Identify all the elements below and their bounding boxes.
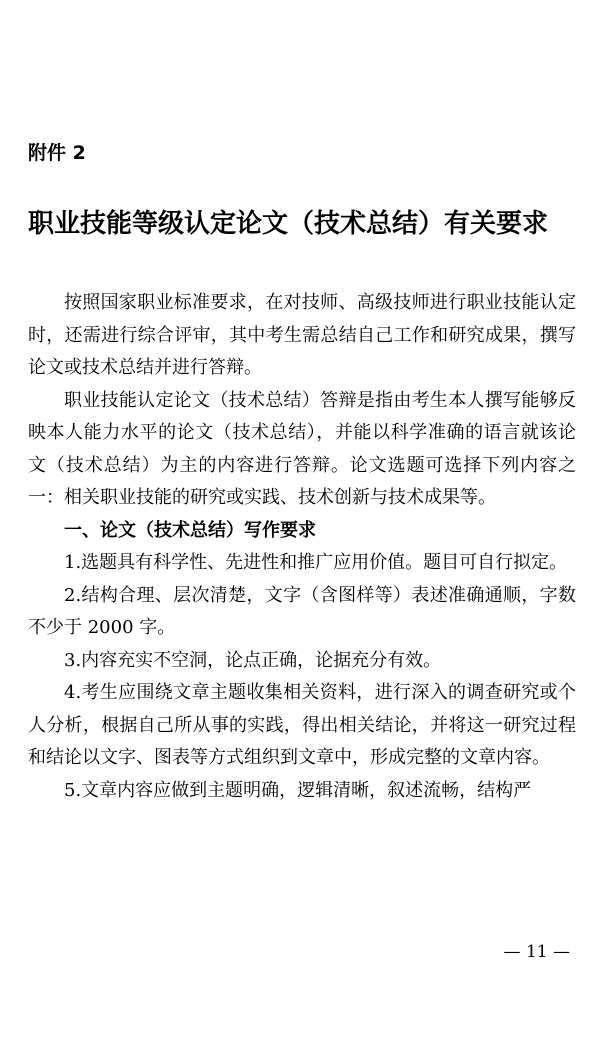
attachment-label: 附件 2: [28, 142, 86, 164]
document-title: 职业技能等级认定论文（技术总结）有关要求: [28, 209, 549, 239]
requirement-item-1: 1.选题具有科学性、先进性和推广应用价值。题目可自行拟定。: [64, 552, 568, 573]
definition-paragraph: 职业技能认定论文（技术总结）答辩是指由考生本人撰写能够反映本人能力水平的论文（技术总结），并能以科学准确的语言就该论文（技术总结）为主的内容进行答辩。论文选题可选择下列内容之一：相关职业技能的研究或实践、技术创新与技术成果等。: [28, 389, 576, 508]
requirement-item-4: 4.考生应围绕文章主题收集相关资料，进行深入的调查研究或个人分析，根据自己所从事的实践，得出相关结论，并将这一研究过程和结论以文字、图表等方式组织到文章中，形成完整的文章内容。: [28, 682, 576, 768]
section-heading: 一、论文（技术总结）写作要求: [64, 519, 316, 541]
requirement-item-3: 3.内容充实不空洞，论点正确，论据充分有效。: [64, 649, 442, 671]
requirement-item-5: 5.文章内容应做到主题明确，逻辑清晰，叙述流畅，结构严: [64, 779, 532, 801]
document-body: [28, 287, 576, 807]
page-number: — 11 —: [503, 942, 570, 962]
requirement-item-2: 2.结构合理、层次清楚，文字（含图样等）表述准确通顺，字数不少于 2000 字。: [28, 584, 576, 638]
intro-paragraph: 按照国家职业标准要求，在对技师、高级技师进行职业技能认定时，还需进行综合评审，其中考生需总结自己工作和研究成果，撰写论文或技术总结并进行答辩。: [28, 292, 576, 378]
